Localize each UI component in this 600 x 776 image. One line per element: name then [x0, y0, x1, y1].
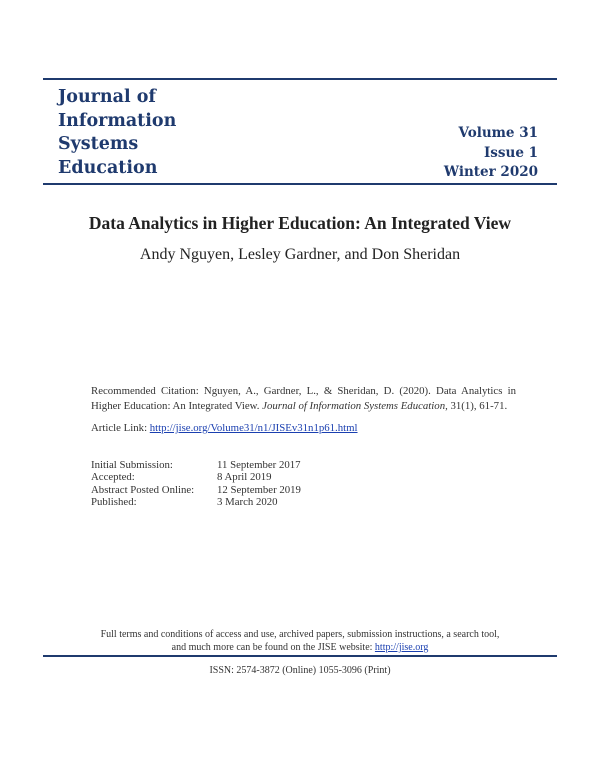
- date-row: [91, 484, 301, 496]
- journal-name-line: Education: [58, 157, 158, 178]
- date-row: [91, 459, 301, 471]
- publication-dates: [91, 459, 301, 508]
- article-title: Data Analytics in Higher Education: An Integrated View: [88, 213, 512, 233]
- article-link[interactable]: http://jise.org/Volume31/n1/JISEv31n1p61.html: [149, 422, 358, 434]
- journal-name-line: Journal of: [58, 87, 156, 107]
- date-value: 11 September 2017: [217, 459, 301, 471]
- date-value: 3 March 2020: [217, 495, 278, 508]
- footer-line-2: [0, 642, 600, 655]
- date-label: Initial Submission:: [91, 459, 173, 471]
- journal-name-line: Information: [58, 110, 177, 131]
- date-row: [91, 496, 301, 508]
- issn-line: ISSN: 2574-3872 (Online) 1055-3096 (Print): [209, 665, 391, 676]
- citation-text: Recommended Citation: Nguyen, A., Gardner, L., & Sheridan, D. (2020). Data Analytics in Higher Education: An Integrated View.: [91, 385, 516, 412]
- issue-info: [444, 124, 538, 183]
- top-rule: [43, 78, 557, 80]
- date-value: 8 April 2019: [217, 471, 272, 484]
- jise-website-link[interactable]: http://jise.org: [374, 641, 429, 653]
- article-authors: Andy Nguyen, Lesley Gardner, and Don Sheridan: [139, 246, 461, 263]
- recommended-citation: [91, 384, 516, 413]
- volume-label: Volume 31: [458, 125, 538, 141]
- footer-line-2-text: and much more can be found on the JISE website:: [171, 641, 375, 653]
- article-link-line: [91, 422, 358, 434]
- footer-line-1: Full terms and conditions of access and use, archived papers, submission instructions, a search tool,: [100, 629, 500, 640]
- season-label: Winter 2020: [443, 164, 538, 180]
- journal-name-line: Systems: [58, 134, 139, 154]
- header-rule: [43, 183, 557, 185]
- journal-name: [58, 86, 176, 180]
- footer-rule: [43, 655, 557, 657]
- footer-terms: [0, 629, 600, 655]
- date-label: Published:: [91, 495, 137, 508]
- date-label: Abstract Posted Online:: [91, 483, 195, 496]
- article-link-label: Article Link:: [91, 422, 150, 434]
- issue-label: Issue 1: [483, 144, 538, 161]
- date-label: Accepted:: [91, 471, 135, 484]
- date-value: 12 September 2019: [217, 483, 301, 496]
- date-row: [91, 471, 301, 483]
- citation-volume: 31(1), 61-71.: [447, 399, 508, 412]
- citation-journal: Journal of Information Systems Education,: [262, 399, 448, 412]
